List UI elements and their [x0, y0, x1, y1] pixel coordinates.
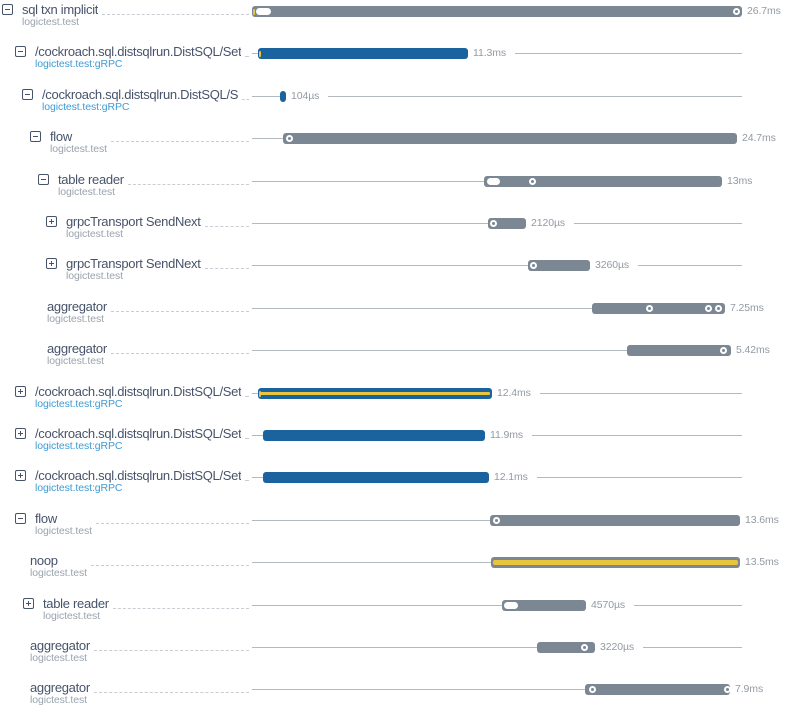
trailing-connector-line [540, 393, 742, 394]
dashed-connector [111, 129, 249, 142]
collapse-icon[interactable] [2, 4, 13, 15]
expand-icon[interactable] [46, 216, 57, 227]
leading-connector-line [252, 265, 528, 266]
span-service: logictest.test:gRPC [42, 101, 130, 113]
span-name: grpcTransport SendNext [66, 256, 201, 271]
dashed-connector [245, 468, 249, 481]
span-bar[interactable] [627, 345, 731, 356]
leading-connector-line [252, 477, 263, 478]
trailing-connector-line [515, 53, 742, 54]
duration-label: 2120µs [531, 217, 566, 229]
collapse-icon[interactable] [15, 513, 26, 524]
highlight-stripe [260, 392, 490, 395]
trace-span-row[interactable] [0, 127, 786, 169]
span-bar[interactable] [490, 515, 740, 526]
span-name: aggregator [47, 341, 107, 356]
span-name: sql txn implicit [22, 2, 99, 17]
trailing-connector-line [537, 477, 742, 478]
trailing-connector-line [638, 265, 742, 266]
dashed-connector [91, 553, 249, 566]
span-name: flow [35, 511, 57, 526]
duration-label: 12.4ms [497, 387, 531, 399]
span-service: logictest.test [30, 694, 87, 706]
span-texts [35, 384, 241, 410]
duration-label: 26.7ms [747, 5, 781, 17]
span-texts [58, 172, 124, 198]
span-texts [42, 87, 238, 113]
duration-label: 7.9ms [735, 683, 764, 695]
leading-connector-line [252, 435, 263, 436]
span-texts [43, 596, 109, 622]
span-label-area [47, 341, 252, 367]
dashed-connector [102, 2, 249, 15]
span-chart-area [252, 339, 770, 381]
span-label-area [15, 384, 252, 410]
event-marker-icon [490, 220, 497, 227]
span-bar[interactable] [263, 472, 489, 483]
event-marker-icon [720, 347, 727, 354]
span-name: flow [50, 129, 72, 144]
child-span-marker [487, 178, 500, 185]
duration-label: 5.42ms [736, 344, 770, 356]
dashed-connector [96, 511, 249, 524]
span-bar[interactable] [488, 218, 526, 229]
span-label-area [30, 680, 252, 706]
trace-span-row[interactable] [0, 339, 786, 381]
span-chart-area [252, 0, 781, 42]
leading-connector-line [252, 520, 490, 521]
trailing-connector-line [532, 435, 742, 436]
span-bar[interactable] [502, 600, 586, 611]
span-service: logictest.test [58, 186, 115, 198]
trace-span-row[interactable] [0, 424, 786, 466]
span-texts [35, 468, 241, 494]
leading-connector-line [252, 223, 488, 224]
span-chart-area [252, 127, 776, 169]
trace-span-row[interactable] [0, 382, 786, 424]
event-marker-icon [715, 305, 722, 312]
span-name: aggregator [30, 680, 90, 695]
leading-connector-line [252, 96, 280, 97]
duration-label: 4570µs [591, 599, 626, 611]
span-texts [30, 680, 90, 706]
span-bar[interactable] [283, 133, 737, 144]
span-texts [35, 44, 241, 70]
duration-label: 3260µs [595, 259, 630, 271]
trailing-connector-line [643, 647, 742, 648]
span-name: /cockroach.sql.distsqlrun.DistSQL/S [42, 87, 239, 102]
span-bar[interactable] [258, 388, 492, 399]
trace-span-row[interactable] [0, 297, 786, 339]
span-texts [66, 256, 201, 282]
span-service: logictest.test [50, 143, 107, 155]
dashed-connector [111, 299, 249, 312]
event-marker-icon [529, 178, 536, 185]
start-tick-marker [259, 51, 261, 57]
span-name: noop [30, 553, 58, 568]
leading-connector-line [252, 605, 502, 606]
span-chart-area [252, 594, 742, 636]
event-marker-icon [733, 8, 740, 15]
duration-label: 13.6ms [745, 514, 779, 526]
trace-span-row[interactable] [0, 509, 786, 551]
leading-connector-line [252, 308, 592, 309]
span-texts [30, 638, 90, 664]
event-marker-icon [493, 517, 500, 524]
event-marker-icon [646, 305, 653, 312]
span-label-area [15, 426, 252, 452]
duration-label: 13ms [727, 175, 753, 187]
span-service: logictest.test [43, 610, 100, 622]
trace-span-row[interactable] [0, 594, 786, 636]
trace-span-row[interactable] [0, 42, 786, 84]
dashed-connector [111, 341, 249, 354]
span-name: /cockroach.sql.distsqlrun.DistSQL/Set [35, 44, 242, 59]
leading-connector-line [252, 647, 537, 648]
duration-label: 7.25ms [730, 302, 764, 314]
span-label-area [15, 511, 252, 537]
leading-connector-line [252, 181, 484, 182]
span-texts [50, 129, 107, 155]
duration-label: 3220µs [600, 641, 635, 653]
trace-span-row[interactable] [0, 85, 786, 127]
span-service: logictest.test [47, 355, 104, 367]
trace-span-row[interactable] [0, 254, 786, 296]
span-name: table reader [58, 172, 124, 187]
duration-label: 11.3ms [473, 47, 507, 59]
span-service: logictest.test [30, 652, 87, 664]
span-bar[interactable] [585, 684, 730, 695]
trailing-connector-line [634, 605, 742, 606]
event-marker-icon [589, 686, 596, 693]
expand-icon[interactable] [23, 598, 34, 609]
span-label-area [46, 256, 252, 282]
span-name: /cockroach.sql.distsqlrun.DistSQL/Set [35, 468, 242, 483]
span-name: /cockroach.sql.distsqlrun.DistSQL/Set [35, 426, 242, 441]
span-texts [22, 2, 98, 28]
span-label-area [23, 596, 252, 622]
span-service: logictest.test [30, 567, 87, 579]
span-name: aggregator [30, 638, 90, 653]
collapse-icon[interactable] [38, 174, 49, 185]
span-bar[interactable] [484, 176, 722, 187]
span-chart-area [252, 424, 742, 466]
start-tick-marker [253, 9, 255, 15]
span-label-area [47, 299, 252, 325]
span-texts [35, 426, 241, 452]
span-service: logictest.test:gRPC [35, 482, 123, 494]
span-chart-area [252, 551, 779, 593]
span-service: logictest.test [47, 313, 104, 325]
span-label-area [22, 87, 252, 113]
span-chart-area [252, 636, 742, 678]
span-bar[interactable] [252, 6, 742, 17]
highlight-stripe [493, 560, 738, 565]
dashed-connector [242, 87, 249, 100]
span-chart-area [252, 170, 753, 212]
span-texts [30, 553, 87, 579]
span-chart-area [252, 678, 764, 714]
span-name: aggregator [47, 299, 107, 314]
start-tick-marker [259, 391, 261, 397]
dashed-connector [205, 256, 249, 269]
duration-label: 13.5ms [745, 556, 779, 568]
expand-icon[interactable] [46, 258, 57, 269]
trace-span-row[interactable] [0, 636, 786, 678]
collapse-icon[interactable] [22, 89, 33, 100]
span-service: logictest.test [66, 228, 123, 240]
child-span-marker [256, 8, 271, 15]
collapse-icon[interactable] [30, 131, 41, 142]
dashed-connector [94, 638, 249, 651]
event-marker-icon [286, 135, 293, 142]
expand-icon[interactable] [15, 470, 26, 481]
dashed-connector [113, 596, 249, 609]
span-name: /cockroach.sql.distsqlrun.DistSQL/Set [35, 384, 242, 399]
event-marker-icon [581, 644, 588, 651]
duration-label: 11.9ms [490, 429, 524, 441]
span-chart-area [252, 42, 742, 84]
leading-connector-line [252, 562, 491, 563]
span-chart-area [252, 254, 742, 296]
span-label-area [38, 172, 252, 198]
collapse-icon[interactable] [15, 46, 26, 57]
span-service: logictest.test [22, 16, 79, 28]
span-bar[interactable] [280, 91, 286, 102]
trace-span-row[interactable] [0, 0, 786, 42]
dashed-connector [205, 214, 249, 227]
span-texts [47, 341, 107, 367]
span-bar[interactable] [491, 557, 740, 568]
expand-icon[interactable] [15, 428, 26, 439]
trace-span-row[interactable] [0, 466, 786, 508]
duration-label: 104µs [291, 90, 320, 102]
span-texts [66, 214, 201, 240]
span-chart-area [252, 297, 764, 339]
span-service: logictest.test [35, 525, 92, 537]
trailing-connector-line [574, 223, 742, 224]
span-service: logictest.test:gRPC [35, 58, 123, 70]
span-chart-area [252, 85, 742, 127]
expand-icon[interactable] [15, 386, 26, 397]
trace-span-row[interactable] [0, 212, 786, 254]
dashed-connector [245, 426, 249, 439]
event-marker-icon [705, 305, 712, 312]
trace-span-row[interactable] [0, 678, 786, 714]
span-bar[interactable] [537, 642, 595, 653]
span-chart-area [252, 509, 779, 551]
span-service: logictest.test:gRPC [35, 398, 123, 410]
duration-label: 24.7ms [742, 132, 776, 144]
leading-connector-line [252, 138, 283, 139]
span-name: table reader [43, 596, 109, 611]
span-name: grpcTransport SendNext [66, 214, 201, 229]
event-marker-icon [724, 686, 731, 693]
trailing-connector-line [328, 96, 742, 97]
trace-span-row[interactable] [0, 551, 786, 593]
span-label-area [15, 468, 252, 494]
span-label-area [30, 553, 252, 579]
trace-span-row[interactable] [0, 170, 786, 212]
span-label-area [2, 2, 252, 28]
dashed-connector [94, 680, 249, 693]
span-label-area [46, 214, 252, 240]
span-chart-area [252, 212, 742, 254]
span-label-area [30, 638, 252, 664]
dashed-connector [245, 44, 249, 57]
event-marker-icon [530, 262, 537, 269]
span-chart-area [252, 466, 742, 508]
leading-connector-line [252, 350, 627, 351]
span-bar[interactable] [592, 303, 725, 314]
dashed-connector [128, 172, 249, 185]
span-texts [35, 511, 92, 537]
dashed-connector [245, 384, 249, 397]
span-chart-area [252, 382, 742, 424]
span-service: logictest.test:gRPC [35, 440, 123, 452]
child-span-marker [504, 602, 518, 609]
span-label-area [15, 44, 252, 70]
span-bar[interactable] [258, 48, 468, 59]
span-texts [47, 299, 107, 325]
span-bar[interactable] [263, 430, 485, 441]
leading-connector-line [252, 689, 585, 690]
span-bar[interactable] [528, 260, 590, 271]
span-label-area [30, 129, 252, 155]
duration-label: 12.1ms [494, 471, 528, 483]
span-service: logictest.test [66, 270, 123, 282]
